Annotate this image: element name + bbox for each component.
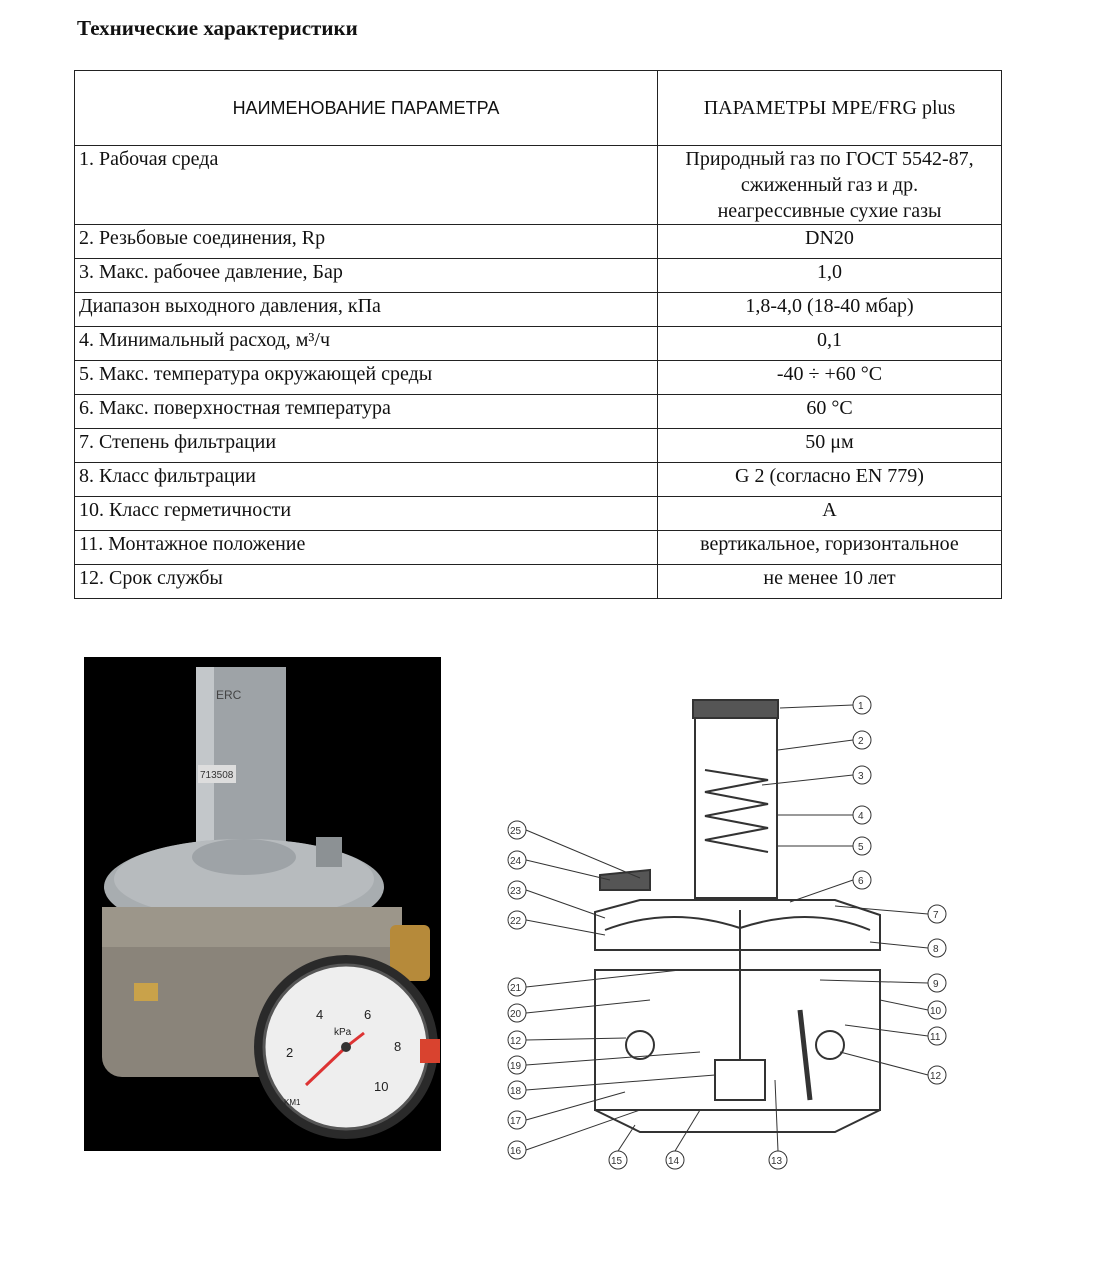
param-value: вертикальное, горизонтальное (658, 531, 1002, 565)
svg-text:21: 21 (510, 983, 522, 994)
param-value: G 2 (согласно EN 779) (658, 463, 1002, 497)
callout (880, 1000, 946, 1019)
param-name: 2. Резьбовые соединения, Rp (75, 225, 658, 259)
table-row (75, 429, 1002, 463)
param-value: 60 °С (658, 395, 1002, 429)
callout (790, 871, 871, 902)
callout (508, 911, 605, 935)
param-value-line: Природный газ по ГОСТ 5542-87, (685, 148, 974, 170)
callout (780, 696, 871, 714)
document-title: Технические характеристики (77, 16, 358, 40)
table-row (75, 565, 1002, 599)
callout (508, 1031, 626, 1049)
gauge-tick: 8 (394, 1039, 402, 1054)
param-name: 7. Степень фильтрации (75, 429, 658, 463)
param-name: 3. Макс. рабочее давление, Бар (75, 259, 658, 293)
svg-text:23: 23 (510, 886, 522, 897)
table-row (75, 463, 1002, 497)
param-value: 1,0 (658, 259, 1002, 293)
svg-text:1: 1 (858, 701, 864, 712)
svg-text:25: 25 (510, 826, 522, 837)
svg-text:6: 6 (858, 876, 864, 887)
svg-text:11: 11 (930, 1032, 941, 1043)
serial-label: 713508 (200, 770, 234, 781)
param-value: 1,8-4,0 (18-40 мбар) (658, 293, 1002, 327)
callout (508, 1052, 700, 1074)
callout (762, 766, 871, 785)
svg-text:12: 12 (930, 1071, 942, 1082)
cross-section-diagram (500, 680, 960, 1180)
gauge-unit: kPa (334, 1027, 352, 1038)
param-value: A (658, 497, 1002, 531)
param-value (658, 146, 1002, 225)
svg-text:20: 20 (510, 1009, 522, 1020)
table-row (75, 361, 1002, 395)
svg-text:9: 9 (933, 979, 939, 990)
param-value: не менее 10 лет (658, 565, 1002, 599)
svg-text:7: 7 (933, 910, 939, 921)
svg-text:4: 4 (858, 811, 864, 822)
svg-text:14: 14 (668, 1156, 680, 1167)
callout (508, 851, 610, 880)
svg-text:16: 16 (510, 1146, 522, 1157)
param-name: 11. Монтажное положение (75, 531, 658, 565)
callout (820, 974, 946, 992)
table-row (75, 225, 1002, 259)
param-name: 5. Макс. температура окружающей среды (75, 361, 658, 395)
svg-text:24: 24 (510, 856, 522, 867)
param-value: DN20 (658, 225, 1002, 259)
callout (835, 905, 946, 923)
table-row (75, 497, 1002, 531)
svg-text:5: 5 (858, 842, 864, 853)
param-value: -40 ÷ +60 °С (658, 361, 1002, 395)
param-value-line: сжиженный газ и др. (740, 174, 919, 196)
table-row (75, 531, 1002, 565)
param-name: Диапазон выходного давления, кПа (75, 293, 658, 327)
gauge-tick: 6 (364, 1007, 372, 1022)
header-parameter-value: ПАРАМЕТРЫ MPE/FRG plus (658, 71, 1002, 146)
svg-text:13: 13 (771, 1156, 783, 1167)
table-row (75, 259, 1002, 293)
callout (508, 821, 640, 878)
product-photo (84, 657, 441, 1151)
svg-text:10: 10 (930, 1006, 942, 1017)
svg-text:8: 8 (933, 944, 939, 955)
param-name: 1. Рабочая среда (75, 146, 658, 225)
table-row (75, 293, 1002, 327)
callout (840, 1052, 946, 1084)
param-name: 10. Класс герметичности (75, 497, 658, 531)
svg-text:19: 19 (510, 1061, 522, 1072)
eac-mark: ERC (216, 688, 242, 702)
callout (870, 939, 946, 957)
svg-text:2: 2 (858, 736, 864, 747)
callout (778, 806, 871, 824)
callout (666, 1110, 700, 1169)
svg-text:15: 15 (611, 1156, 623, 1167)
callout (845, 1025, 946, 1045)
svg-text:12: 12 (510, 1036, 522, 1047)
spec-table (74, 70, 1002, 599)
table-row (75, 146, 1002, 225)
svg-text:17: 17 (510, 1116, 522, 1127)
callout (609, 1125, 635, 1169)
param-name: 8. Класс фильтрации (75, 463, 658, 497)
param-value: 0,1 (658, 327, 1002, 361)
svg-text:18: 18 (510, 1086, 522, 1097)
callout (508, 1000, 650, 1022)
svg-text:3: 3 (858, 771, 864, 782)
callout (778, 731, 871, 750)
param-name: 6. Макс. поверхностная температура (75, 395, 658, 429)
table-row (75, 395, 1002, 429)
callout (778, 837, 871, 855)
param-value-line: неагрессивные сухие газы (717, 200, 942, 222)
param-value: 50 μм (658, 429, 1002, 463)
gauge-tick: 2 (286, 1045, 294, 1060)
callout (769, 1080, 787, 1169)
param-name: 4. Минимальный расход, м³/ч (75, 327, 658, 361)
svg-text:22: 22 (510, 916, 522, 927)
header-parameter-name: НАИМЕНОВАНИЕ ПАРАМЕТРА (75, 71, 658, 146)
gauge-tick: 10 (374, 1079, 389, 1094)
table-row (75, 327, 1002, 361)
gauge-brand: KM1 (284, 1098, 301, 1107)
param-name: 12. Срок службы (75, 565, 658, 599)
gauge-tick: 4 (316, 1007, 324, 1022)
